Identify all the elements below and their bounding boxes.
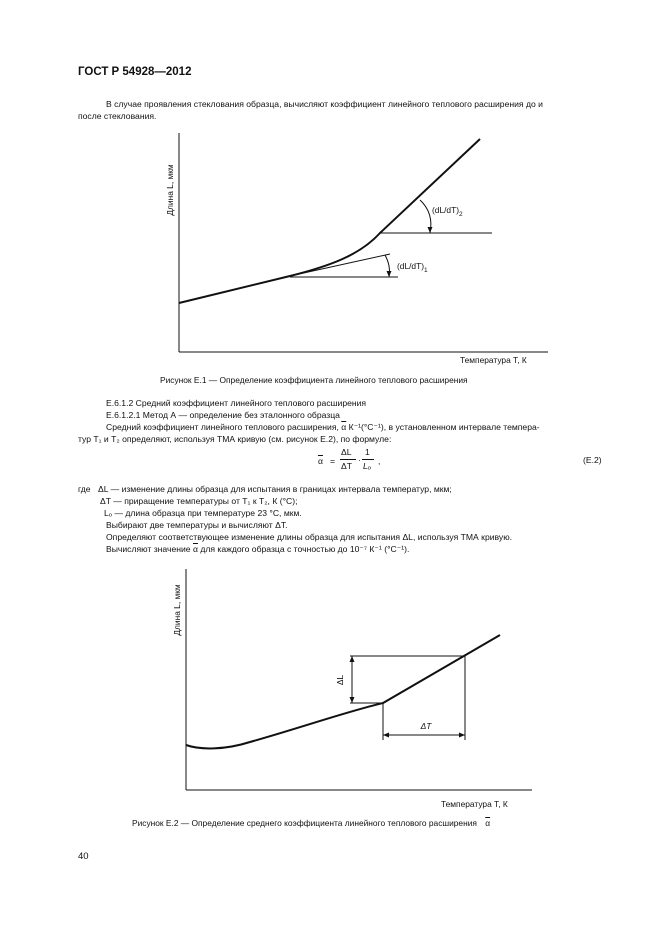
fig1-x-label: Температура T, К [460,355,527,365]
fig1-slope-1-label: $(dL/dT)_1$ [397,261,428,274]
formula-fraction-bar-1 [340,459,356,460]
formula-num-dl: ΔL [341,447,352,457]
formula-den-dt: ΔT [341,461,352,471]
fig2-dl-label: ΔL [335,674,345,686]
alpha-symbol: $\overline{\alpha}$ [485,818,491,828]
section-e6-1-2-1: Е.6.1.2.1 Метод А — определение без эталонного образца [106,410,340,420]
standard-header: ГОСТ Р 54928—2012 [78,66,192,78]
formula-den-l0: Lₒ [363,461,372,471]
formula-e2 [318,447,438,475]
fig1-y-label: Длина L, мкм [165,164,175,216]
step-3-text-a: Вычисляют значение [106,544,191,554]
fig1-arrow-2 [428,227,433,233]
step-3-text-b: для каждого образца с точностью до 10⁻⁷ К⁻¹ (°С⁻¹). [200,544,410,554]
paragraph-text-b: К⁻¹(°С⁻¹), в установленном интервале темпера- [348,422,540,432]
section-e6-1-2: Е.6.1.2 Средний коэффициент линейного теплового расширения [106,398,367,408]
figure-1-caption: Рисунок Е.1 — Определение коэффициента линейного теплового расширения [160,375,468,385]
paragraph-line-1 [106,421,540,433]
paragraph-line-2: тур Т₁ и Т₂ определяют, используя ТМА кривую (см. рисунок Е.2), по формуле: [78,434,392,444]
fig2-x-label: Температура T, К [441,799,508,809]
alpha-symbol: $\overline{\alpha}$ [341,422,347,432]
fig1-tangent-1 [290,254,390,276]
formula-equals: = [330,456,336,466]
fig2-y-label: Длина L, мкм [172,584,182,636]
fig1-slope-2-label: $(dL/dT)_2$ [432,205,463,218]
fig1-curve [179,139,480,303]
formula-num-1: 1 [365,447,370,457]
figure-2-caption [132,818,490,828]
where-dl: ΔL — изменение длины образца для испытания в границах интервала температур, мкм; [98,484,452,494]
paragraph-text-a: Средний коэффициент линейного теплового расширения, [106,422,339,432]
page-number: 40 [78,851,89,862]
where-word: где [78,484,91,494]
formula-dot: · [358,455,361,465]
figure-2-caption-text: Рисунок Е.2 — Определение среднего коэффициента линейного теплового расширения [132,818,477,828]
where-dt: ΔT — приращение температуры от Т₁ к Т₂, К (°С); [100,496,298,506]
formula-fraction-bar-2 [362,459,374,460]
step-2: Определяют соответствующее изменение длины образца для испытания ΔL, используя ТМА кривую. [106,532,513,542]
intro-line-1: В случае проявления стеклования образца, вычисляют коэффициент линейного теплового расширения до и [106,99,543,109]
step-3 [106,543,409,555]
step-1: Выбирают две температуры и вычисляют ΔT. [106,520,288,530]
where-l0: Lₒ — длина образца при температуре 23 °С, мкм. [104,508,302,518]
formula-number: (Е.2) [583,455,602,465]
fig2-arrow-dt-right [459,733,465,738]
intro-line-2: после стеклования. [78,111,157,121]
fig1-arrow-1 [387,271,392,277]
fig2-arrow-dl-bottom [350,697,355,703]
fig2-arrow-dl-top [350,656,355,662]
formula-comma: , [378,456,381,466]
fig2-dt-label: ΔT [420,721,432,731]
fig2-arrow-dt-left [383,733,389,738]
alpha-symbol: $\overline{\alpha}$ [192,544,198,554]
fig2-curve [186,635,500,748]
formula-alpha: $\overline{\alpha}$ [318,456,323,466]
